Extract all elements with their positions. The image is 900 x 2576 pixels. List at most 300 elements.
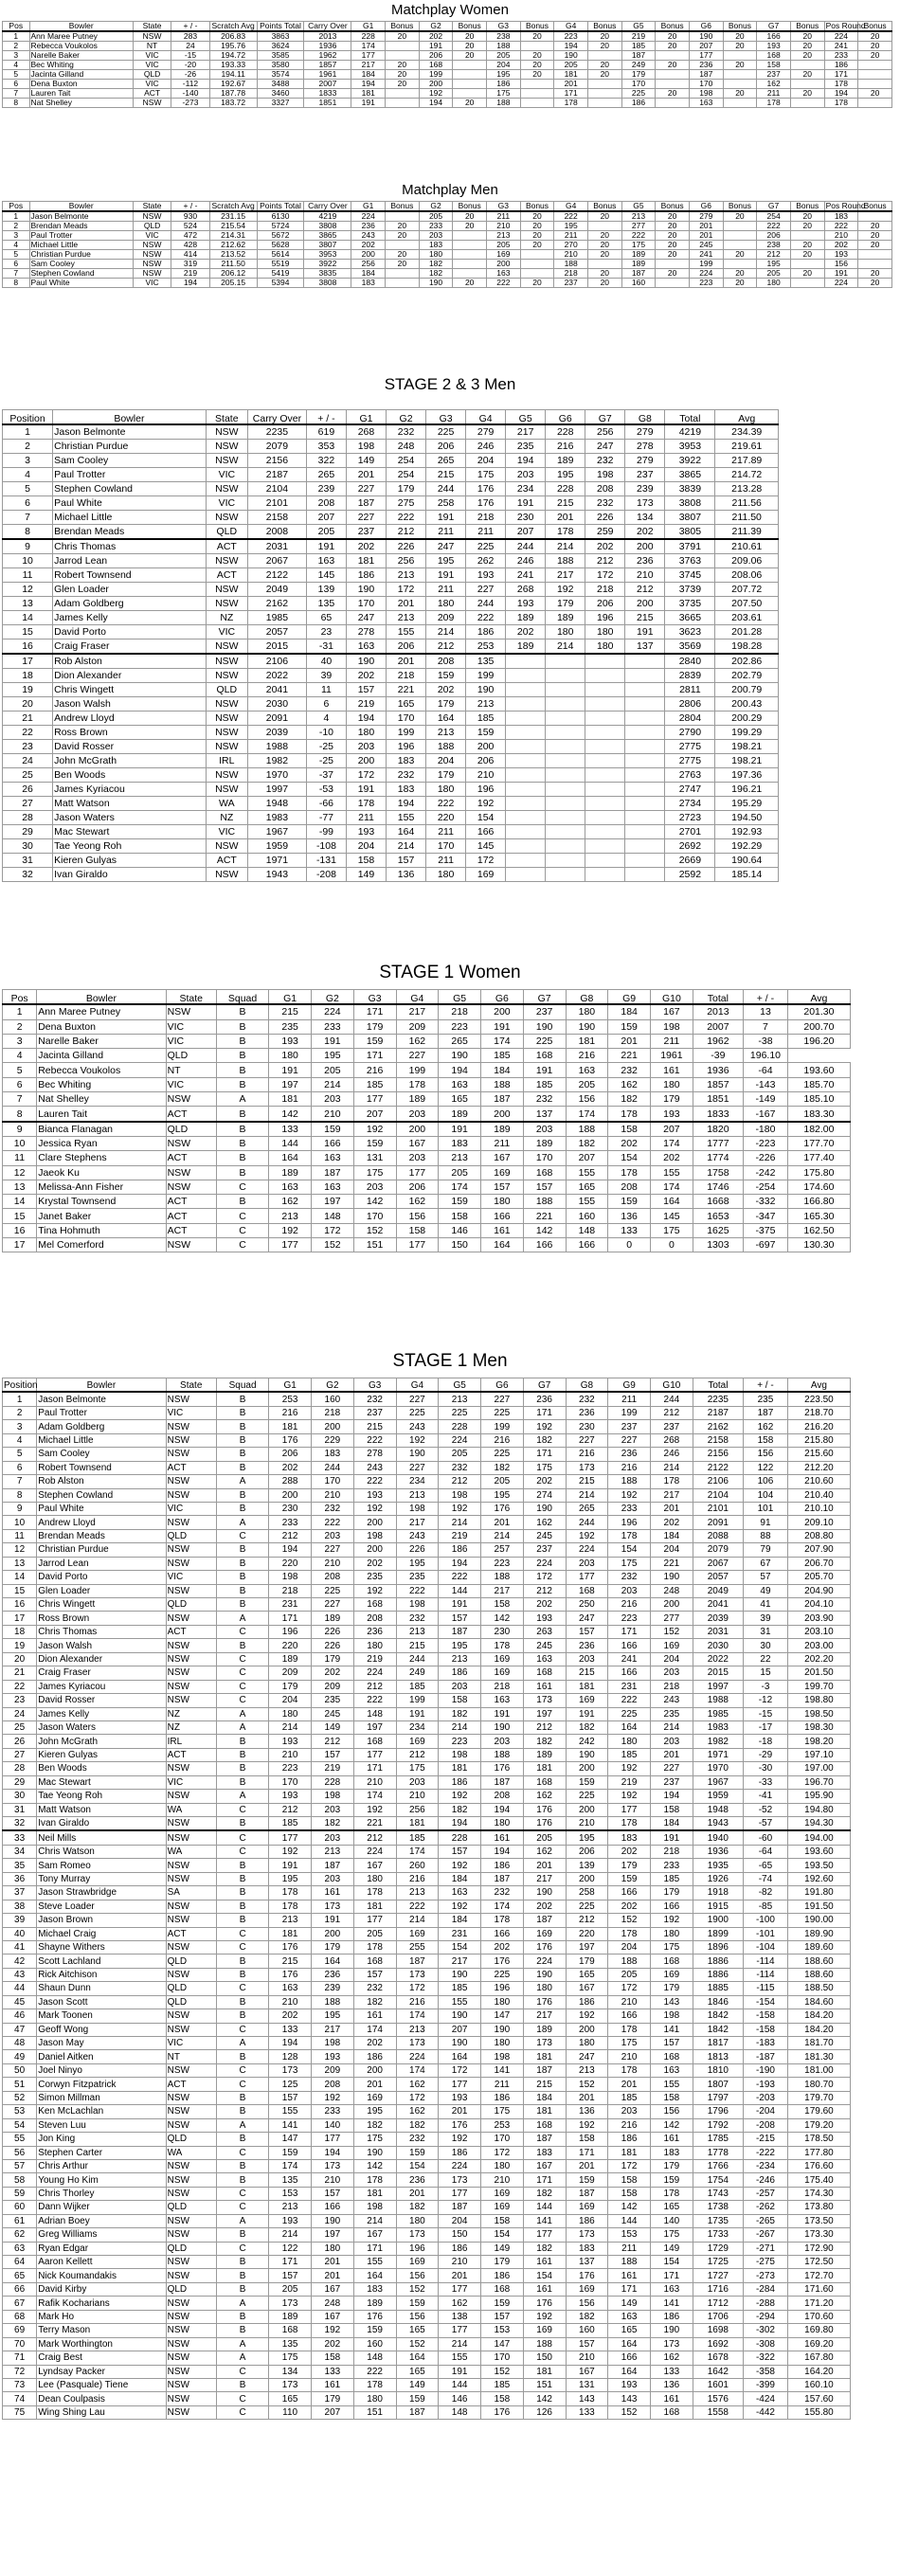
table-cell: 217 — [312, 2023, 354, 2036]
table-cell: VIC — [133, 79, 171, 88]
table-cell: 227 — [312, 1543, 354, 1557]
table-cell: NSW — [166, 1900, 216, 1913]
table-cell: 172 — [346, 768, 386, 783]
table-cell: 1846 — [693, 1995, 743, 2009]
table-cell: 237 — [651, 1775, 693, 1789]
table-cell: 186 — [566, 2214, 608, 2227]
table-cell: 154 — [466, 811, 506, 825]
table-cell: 211.50 — [715, 511, 779, 525]
table-cell: B — [216, 2173, 268, 2187]
table-cell: 20 — [656, 41, 690, 50]
table-cell: 202.86 — [715, 654, 779, 669]
column-header: Bonus — [656, 22, 690, 31]
table-cell: 156 — [396, 1209, 439, 1223]
table-cell: 203 — [566, 1557, 608, 1570]
table-cell: 148 — [312, 1209, 354, 1223]
table-cell: C — [216, 1830, 268, 1845]
table-cell: 193 — [824, 249, 858, 259]
table-cell: 183 — [523, 2146, 566, 2159]
table-cell: NSW — [206, 783, 247, 797]
table-cell: Ross Brown — [53, 726, 207, 740]
table-cell — [453, 240, 487, 249]
table-row — [3, 2269, 851, 2282]
table-cell: 3922 — [304, 259, 351, 268]
table-cell: 237 — [523, 1004, 566, 1019]
table-cell: C — [216, 1238, 268, 1252]
table-cell: 172 — [396, 2091, 439, 2104]
table-cell: 218 — [651, 1680, 693, 1693]
table-cell: 1936 — [693, 1845, 743, 1858]
table-cell: 1807 — [693, 2078, 743, 2091]
table-cell: 189 — [269, 1165, 312, 1180]
table-cell: Rick Aitchison — [37, 1968, 166, 1981]
table-cell: C — [216, 2063, 268, 2077]
table-cell: 142 — [608, 2201, 651, 2214]
table-cell: Michael Little — [29, 240, 133, 249]
table-cell: 203.90 — [787, 1612, 850, 1625]
table-cell: Chris Wingett — [53, 683, 207, 697]
table-cell: 189 — [269, 2310, 312, 2323]
table-cell: 64 — [3, 2256, 37, 2269]
table-cell: 15 — [3, 1584, 37, 1597]
table-cell — [625, 825, 665, 839]
table-cell: ACT — [206, 539, 247, 554]
table-cell: 177 — [439, 2282, 481, 2296]
table-cell: 194 — [269, 2037, 312, 2050]
table-cell: 180 — [269, 1049, 312, 1063]
table-cell: 207 — [439, 2023, 481, 2036]
table-cell: 210.40 — [787, 1488, 850, 1502]
table-row — [3, 88, 892, 98]
table-cell: 2187 — [693, 1406, 743, 1419]
table-cell: 224 — [439, 1433, 481, 1447]
table-cell: 3808 — [665, 496, 715, 511]
table-cell — [585, 754, 625, 768]
table-cell: 173.30 — [787, 2228, 850, 2242]
table-cell: 205 — [481, 1475, 524, 1488]
table-cell: 210 — [269, 1748, 312, 1761]
table-cell: 152 — [312, 1238, 354, 1252]
table-cell: 1725 — [693, 2256, 743, 2269]
table-cell: Robert Townsend — [53, 568, 207, 583]
table-cell: A — [216, 2351, 268, 2365]
table-row — [3, 1165, 851, 1180]
table-cell: 3745 — [665, 568, 715, 583]
table-cell: 190 — [523, 1019, 566, 1034]
table-cell: 202 — [269, 1461, 312, 1474]
table-row — [3, 1543, 851, 1557]
table-cell: 183 — [439, 1136, 481, 1150]
table-cell: Christian Purdue — [37, 1543, 166, 1557]
table-cell: 235 — [396, 1571, 439, 1584]
table-cell: 192 — [523, 2310, 566, 2323]
table-cell: C — [216, 1529, 268, 1542]
table-row — [3, 1238, 851, 1252]
table-cell: 195 — [396, 1557, 439, 1570]
table-cell: 210 — [566, 2351, 608, 2365]
table-row — [3, 1209, 851, 1223]
table-cell: 32 — [3, 868, 53, 882]
table-cell: 183 — [566, 2242, 608, 2255]
table-cell: 205 — [566, 1077, 608, 1091]
table-cell: 2013 — [693, 1004, 743, 1019]
table-cell: 214.72 — [715, 468, 779, 482]
table-cell: 159 — [396, 2146, 439, 2159]
table-cell — [723, 259, 757, 268]
table-row — [3, 2392, 851, 2405]
table-cell: 19 — [3, 1639, 37, 1652]
table-cell: 125 — [269, 2078, 312, 2091]
table-cell: 178 — [608, 1107, 651, 1122]
table-cell: Glen Loader — [53, 583, 207, 597]
table-cell: -17 — [744, 1720, 788, 1734]
table-cell: -215 — [744, 2133, 788, 2146]
table-cell: 57 — [3, 2159, 37, 2172]
table-cell: 232 — [387, 768, 426, 783]
table-cell: 175 — [608, 2037, 651, 2050]
table-cell: Sam Cooley — [53, 454, 207, 468]
table-cell: 186 — [481, 2091, 524, 2104]
table-cell: QLD — [206, 683, 247, 697]
table-cell: 20 — [858, 50, 892, 60]
table-cell: 278 — [346, 625, 386, 639]
table-cell — [386, 211, 420, 222]
table-cell: 232 — [312, 1502, 354, 1515]
table-cell: 210 — [466, 768, 506, 783]
table-cell — [625, 839, 665, 854]
matchplay-men-section — [0, 180, 900, 288]
table-cell: 1970 — [693, 1762, 743, 1775]
table-cell — [453, 69, 487, 79]
table-cell: A — [216, 1475, 268, 1488]
table-cell: 38 — [3, 1900, 37, 1913]
table-cell: 59 — [3, 2187, 37, 2200]
table-cell: 200 — [353, 2063, 396, 2077]
table-cell: 216 — [396, 1995, 439, 2009]
table-cell: 176 — [269, 1433, 312, 1447]
table-cell: 216 — [566, 1049, 608, 1063]
table-cell: 20 — [723, 211, 757, 222]
table-cell: 183 — [387, 754, 426, 768]
table-cell: 198.30 — [787, 1720, 850, 1734]
table-cell: 155 — [566, 1195, 608, 1209]
table-cell: 201 — [523, 1859, 566, 1872]
table-cell: B — [216, 2105, 268, 2118]
table-cell: WA — [166, 2146, 216, 2159]
table-cell: 228 — [351, 31, 386, 42]
table-cell: 214 — [439, 1720, 481, 1734]
table-cell: 155.80 — [787, 2405, 850, 2419]
table-cell: 3953 — [304, 249, 351, 259]
table-cell: 5 — [3, 69, 30, 79]
table-cell: 49 — [3, 2050, 37, 2063]
table-cell: 165 — [439, 1092, 481, 1107]
table-cell: 10 — [3, 1136, 37, 1150]
table-cell: -424 — [744, 2392, 788, 2405]
table-cell: 204 — [487, 60, 521, 69]
table-cell: Matt Watson — [37, 1803, 166, 1816]
table-cell: 619 — [306, 424, 346, 440]
column-header: G2 — [312, 990, 354, 1005]
table-cell: 1833 — [304, 88, 351, 98]
table-cell: 214 — [546, 639, 585, 655]
table-cell: 23 — [3, 740, 53, 754]
table-cell: 2162 — [247, 597, 306, 611]
table-cell: NSW — [166, 1448, 216, 1461]
table-cell: B — [216, 2256, 268, 2269]
table-cell: 178 — [353, 1886, 396, 1900]
table-cell: 200.29 — [715, 712, 779, 726]
table-cell: 177.70 — [787, 1136, 850, 1150]
table-cell: 178 — [546, 525, 585, 540]
column-header: G8 — [625, 410, 665, 425]
table-cell: 223 — [554, 31, 588, 42]
table-cell: Paul Trotter — [53, 468, 207, 482]
table-cell: 169 — [481, 2187, 524, 2200]
table-cell: 278 — [625, 440, 665, 454]
table-cell: -74 — [744, 1872, 788, 1885]
table-cell: 1970 — [247, 768, 306, 783]
stage23-men-table — [2, 409, 779, 882]
table-cell: 235 — [744, 1392, 788, 1406]
table-cell: 5519 — [257, 259, 304, 268]
table-cell: 194.80 — [787, 1803, 850, 1816]
table-cell: 7 — [3, 1092, 37, 1107]
table-cell: 225 — [426, 424, 466, 440]
table-cell — [625, 768, 665, 783]
table-cell: 3807 — [304, 240, 351, 249]
table-cell: 2022 — [247, 669, 306, 683]
table-cell: 178 — [651, 2187, 693, 2200]
table-cell: 184 — [608, 1004, 651, 1019]
table-cell: 234 — [396, 1475, 439, 1488]
table-cell: 279 — [689, 211, 723, 222]
table-cell: 13 — [3, 1180, 37, 1194]
table-cell: 194.11 — [209, 69, 257, 79]
table-cell: 193 — [757, 41, 791, 50]
table-cell — [587, 259, 621, 268]
table-cell: 186 — [346, 568, 386, 583]
table-cell: 152 — [608, 1914, 651, 1927]
table-cell: 1810 — [693, 2063, 743, 2077]
table-cell — [858, 259, 892, 268]
table-cell: 248 — [312, 2297, 354, 2310]
table-cell: 201.30 — [787, 1004, 850, 1019]
table-cell: 198.80 — [787, 1694, 850, 1707]
table-cell: 203 — [312, 1803, 354, 1816]
table-cell: 233 — [269, 1516, 312, 1529]
column-header: Scratch Avg — [209, 202, 257, 211]
table-cell: 165 — [608, 2324, 651, 2337]
table-cell: SA — [166, 1886, 216, 1900]
table-cell: 188.50 — [787, 1982, 850, 1995]
table-cell: 158 — [346, 854, 386, 868]
column-header: Bonus — [723, 202, 757, 211]
header-row — [3, 410, 779, 425]
table-cell: 227 — [608, 1433, 651, 1447]
table-cell — [506, 768, 546, 783]
table-cell: 209 — [312, 2063, 354, 2077]
table-cell: Dean Coulpasis — [37, 2392, 166, 2405]
table-cell: 3665 — [665, 611, 715, 625]
table-cell: 155 — [387, 625, 426, 639]
table-cell: 169.20 — [787, 2337, 850, 2351]
table-cell: 172 — [439, 2063, 481, 2077]
table-cell: 166 — [466, 825, 506, 839]
table-cell: 157 — [439, 1845, 481, 1858]
table-cell: 149 — [346, 454, 386, 468]
table-cell: 1936 — [304, 41, 351, 50]
table-cell: 144 — [439, 1584, 481, 1597]
table-cell: Paul Trotter — [29, 230, 133, 240]
table-cell: 209 — [396, 1019, 439, 1034]
table-cell: 168 — [419, 60, 453, 69]
table-cell: John McGrath — [53, 754, 207, 768]
table-cell: 203 — [396, 1151, 439, 1165]
table-cell: 15 — [744, 1666, 788, 1680]
table-cell: 1692 — [693, 2337, 743, 2351]
table-cell: 169 — [353, 2091, 396, 2104]
table-cell: 184.20 — [787, 2009, 850, 2023]
table-cell: 181 — [523, 2105, 566, 2118]
table-cell: 184 — [351, 69, 386, 79]
table-cell: 15 — [3, 625, 53, 639]
table-cell — [585, 797, 625, 811]
table-cell: 235 — [651, 1707, 693, 1720]
table-cell: 198 — [481, 2050, 524, 2063]
column-header: Carry Over — [304, 22, 351, 31]
table-cell: 162 — [523, 1845, 566, 1858]
table-cell: 225 — [566, 1790, 608, 1803]
table-cell: 4 — [3, 1049, 37, 1063]
table-cell: 174 — [651, 1180, 693, 1194]
table-cell: 191 — [312, 1914, 354, 1927]
column-header: Bonus — [858, 202, 892, 211]
table-cell — [546, 683, 585, 697]
table-cell: 227 — [651, 1762, 693, 1775]
table-cell: 201 — [439, 2105, 481, 2118]
table-cell: 177 — [312, 2133, 354, 2146]
table-cell: 193 — [346, 825, 386, 839]
table-cell: 181 — [351, 88, 386, 98]
table-cell: Jason Walsh — [53, 697, 207, 712]
table-cell: NSW — [166, 2310, 216, 2323]
table-cell: NSW — [206, 511, 247, 525]
table-cell: 2775 — [665, 754, 715, 768]
table-cell: 168 — [353, 1955, 396, 1968]
table-cell: -203 — [744, 2091, 788, 2104]
table-cell: 175 — [269, 2351, 312, 2365]
table-cell: 198.21 — [715, 754, 779, 768]
table-cell: 232 — [523, 1092, 566, 1107]
table-cell: 162.50 — [787, 1223, 850, 1237]
table-cell: 174.30 — [787, 2187, 850, 2200]
table-cell: WA — [166, 1845, 216, 1858]
table-cell: VIC — [166, 1406, 216, 1419]
table-cell: 155 — [651, 1165, 693, 1180]
table-cell: 1857 — [693, 1077, 743, 1091]
table-cell: 238 — [487, 31, 521, 42]
table-cell: 164 — [439, 2050, 481, 2063]
table-cell: Sam Romeo — [37, 1859, 166, 1872]
table-cell: B — [216, 1004, 268, 1019]
table-cell: Kieren Gulyas — [53, 854, 207, 868]
table-cell: 218 — [554, 268, 588, 278]
table-cell: 211 — [608, 2242, 651, 2255]
table-cell: 202 — [346, 539, 386, 554]
table-cell: 1899 — [693, 1927, 743, 1940]
table-cell: Melissa-Ann Fisher — [37, 1180, 166, 1194]
table-row — [3, 2242, 851, 2255]
table-cell: 180 — [312, 2242, 354, 2255]
table-cell: 11 — [3, 1151, 37, 1165]
table-cell: A — [216, 2337, 268, 2351]
table-cell: 162 — [523, 1790, 566, 1803]
table-cell: 189 — [523, 2023, 566, 2036]
table-cell: B — [216, 1420, 268, 1433]
table-cell: B — [216, 1775, 268, 1789]
table-cell: Wing Shing Lau — [37, 2405, 166, 2419]
table-cell: 161 — [312, 1886, 354, 1900]
table-cell: 154 — [608, 1151, 651, 1165]
table-cell — [723, 240, 757, 249]
table-cell: 203 — [353, 1180, 396, 1194]
table-cell: 10 — [3, 554, 53, 568]
column-header: G6 — [689, 22, 723, 31]
table-cell: 188 — [481, 1571, 524, 1584]
table-cell: 173 — [523, 2037, 566, 2050]
table-cell: A — [216, 1516, 268, 1529]
table-cell: 169 — [523, 1927, 566, 1940]
table-cell: Chris Wingett — [37, 1598, 166, 1612]
table-row — [3, 496, 779, 511]
table-cell: 213 — [426, 726, 466, 740]
table-cell: 27 — [3, 1748, 37, 1761]
table-cell: Ivan Giraldo — [37, 1817, 166, 1831]
table-cell: 20 — [386, 69, 420, 79]
table-cell: NSW — [166, 2159, 216, 2172]
table-row — [3, 726, 779, 740]
table-cell: 168 — [353, 1598, 396, 1612]
table-cell: Chris Watson — [37, 1845, 166, 1858]
table-cell: 205 — [487, 240, 521, 249]
table-row — [3, 1995, 851, 2009]
table-cell: 173.80 — [787, 2201, 850, 2214]
table-cell: 232 — [353, 1982, 396, 1995]
table-cell: 218 — [387, 669, 426, 683]
table-cell: 20 — [656, 221, 690, 230]
table-cell: Simon Millman — [37, 2091, 166, 2104]
table-cell: 165 — [387, 697, 426, 712]
table-cell: 178 — [608, 2023, 651, 2036]
table-cell: 265 — [439, 1034, 481, 1048]
table-cell: 70 — [3, 2337, 37, 2351]
table-cell: NSW — [206, 726, 247, 740]
table-cell: 4 — [306, 712, 346, 726]
table-cell: 164 — [396, 2351, 439, 2365]
table-cell: 194 — [346, 712, 386, 726]
table-cell: 231.15 — [209, 211, 257, 222]
table-cell: B — [216, 1461, 268, 1474]
table-cell: 213 — [269, 2201, 312, 2214]
table-cell: 157 — [346, 683, 386, 697]
table-cell: 157 — [312, 1748, 354, 1761]
table-cell — [585, 768, 625, 783]
table-cell: 201 — [481, 1516, 524, 1529]
table-cell: 414 — [171, 249, 209, 259]
table-cell: -41 — [744, 1790, 788, 1803]
table-cell: 232 — [585, 454, 625, 468]
